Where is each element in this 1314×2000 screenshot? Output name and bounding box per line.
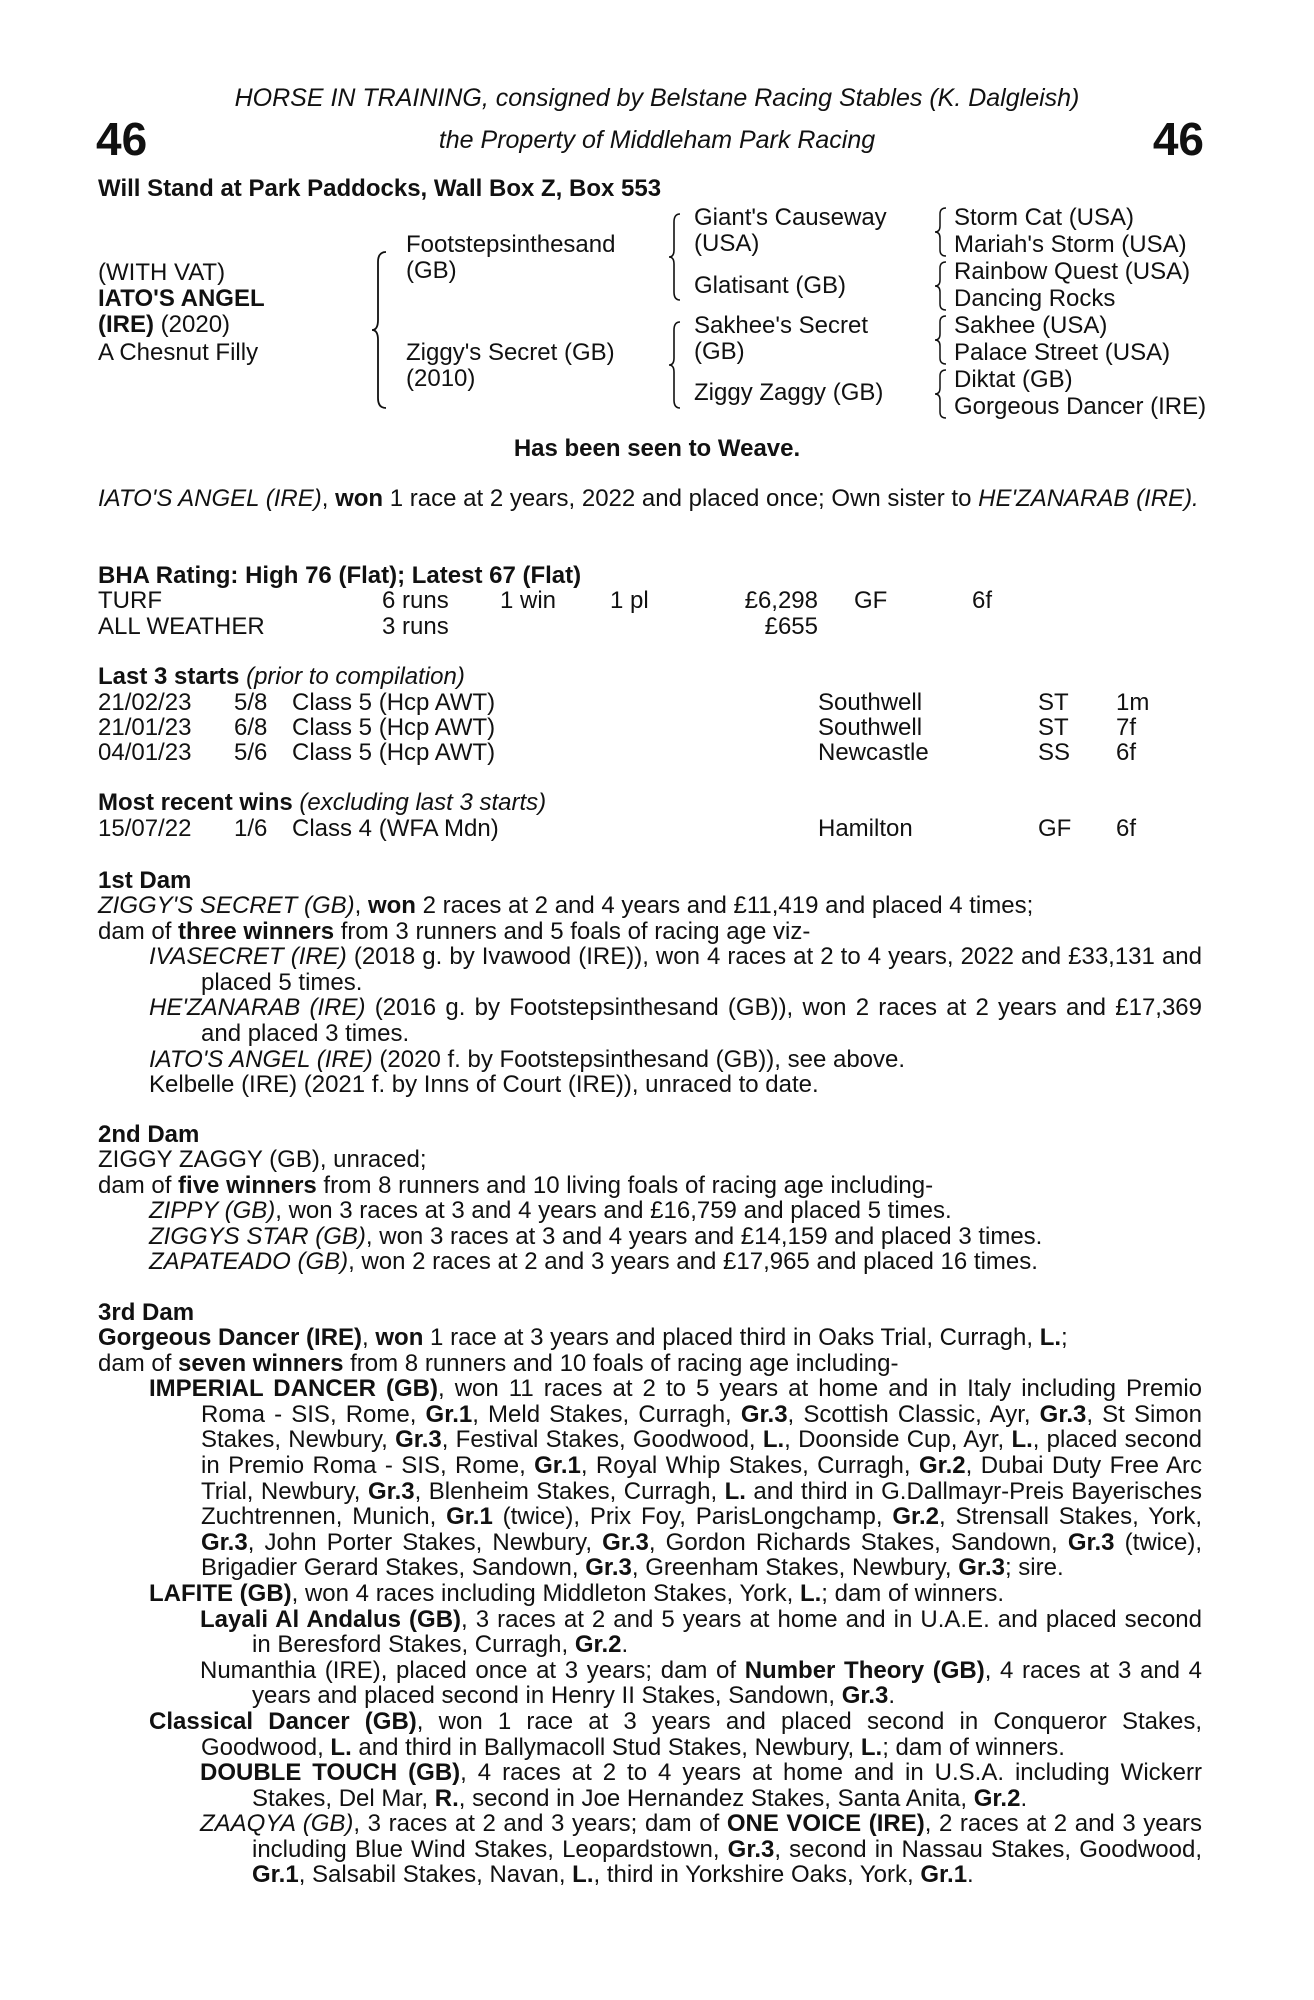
text-segment: , second in Joe Hernandez Stakes, Santa Anita,: [458, 1784, 974, 1812]
text-segment: Gr.2: [892, 1503, 940, 1531]
text-segment: Gr.3: [395, 1426, 442, 1454]
lot-number-right: 46: [1152, 113, 1204, 165]
pedigree-brace-g3-2: [934, 260, 948, 312]
text-segment: L.: [762, 1426, 785, 1454]
text-segment: , Scottish Classic, Ayr,: [787, 1400, 1040, 1428]
last-start-row-1: 21/02/23 5/8 Class 5 (Hcp AWT) Southwell ST 1m: [98, 689, 1150, 716]
text-segment: ; sire.: [1004, 1554, 1064, 1582]
text-segment: , won 1 race at 3 years and placed second in Conqueror Stakes, Goodwood,: [201, 1707, 1202, 1761]
text-segment: , 2 races at 2 and 3 years including Blue Wind Stakes, Leopardstown,: [252, 1810, 1202, 1863]
zaaqya-entry: [98, 1811, 1202, 1888]
pedigree-brace-sire: [668, 212, 684, 302]
text-segment: , Royal Whip Stakes, Curragh,: [580, 1451, 919, 1479]
text-segment: , 4 races at 3 and 4 years and placed second in Henry II Stakes, Sandown,: [252, 1656, 1203, 1710]
text-segment: L.: [799, 1579, 822, 1607]
g3-ancestor-2: Mariah's Storm (USA): [954, 231, 1187, 258]
text-segment: Gr.3: [201, 1528, 248, 1556]
g3-ancestor-4: Dancing Rocks: [954, 285, 1116, 312]
lot-number-left: 46: [96, 113, 148, 165]
text-segment: .: [967, 1861, 974, 1889]
classical-dancer-entry: [98, 1709, 1202, 1760]
text-segment: Gr.3: [841, 1682, 889, 1710]
second-dam-body: ZIGGY ZAGGY (GB), unraced; dam of five winners from 8 runners and 10 living foals of racing age including- ZIPPY (GB), won 3 races at 3 and 4 years and £16,759 and placed 5 times. ZIGGYS STAR (GB), won 3 races at 3 and 4 years and £14,159 and placed 3 times. ZAPATEADO (GB), won 2 races at 2 and 3 years and £17,965 and placed 16 times.: [98, 1146, 1043, 1276]
pedigree-brace-dam: [668, 320, 684, 410]
text-segment: , third in Yorkshire Oaks, York,: [593, 1861, 921, 1889]
pedigree-brace-g3-3: [934, 314, 948, 366]
last-start-row-3: 04/01/23 5/6 Class 5 (Hcp AWT) Newcastle SS 6f: [98, 739, 1137, 766]
text-segment: and third in Ballymacoll Stud Stakes, Newbury,: [351, 1733, 861, 1761]
recent-win-row-1: 15/07/22 1/6 Class 4 (WFA Mdn) Hamilton GF 6f: [98, 815, 1137, 842]
rating-row-turf: TURF 6 runs 1 win 1 pl £6,298 GF 6f: [98, 587, 993, 614]
text-segment: ZAAQYA (GB): [200, 1810, 354, 1838]
text-segment: .: [1020, 1784, 1028, 1812]
imperial-dancer-entry: [98, 1376, 1202, 1581]
text-segment: , Festival Stakes, Goodwood,: [441, 1426, 763, 1454]
text-segment: DOUBLE TOUCH (GB): [200, 1759, 461, 1787]
text-segment: , Greenham Stakes, Newbury,: [631, 1554, 959, 1582]
text-segment: .: [621, 1631, 629, 1659]
sire-origin: (GB): [406, 257, 457, 284]
bha-rating-title: BHA Rating: High 76 (Flat); Latest 67 (Flat): [98, 562, 582, 589]
text-segment: Layali Al Andalus (GB): [200, 1605, 462, 1633]
dam-year: (2010): [406, 365, 476, 392]
consignor-line: HORSE IN TRAINING, consigned by Belstane Racing Stables (K. Dalgleish): [234, 84, 1080, 112]
vet-note: Has been seen to Weave.: [513, 435, 801, 462]
text-segment: ; dam of winners.: [882, 1733, 1065, 1761]
text-segment: L.: [860, 1733, 883, 1761]
horse-summary: IATO'S ANGEL (IRE), won 1 race at 2 years, 2022 and placed once; Own sister to HE'ZANARAB (IRE).: [98, 485, 1199, 512]
text-segment: L.: [724, 1477, 746, 1505]
text-segment: Gr.3: [1039, 1400, 1087, 1428]
g3-ancestor-8: Gorgeous Dancer (IRE): [954, 393, 1207, 420]
dam-sire-origin: (GB): [694, 338, 745, 365]
text-segment: (twice), Prix Foy, ParisLongchamp,: [492, 1503, 893, 1531]
pedigree-brace-g3-4: [934, 368, 948, 420]
horse-description: A Chesnut Filly: [98, 339, 259, 366]
text-segment: Gr.2: [973, 1784, 1021, 1812]
horse-origin-year: (IRE) (2020): [98, 311, 231, 338]
text-segment: Number Theory (GB): [744, 1656, 985, 1684]
third-dam-body: Gorgeous Dancer (IRE), won 1 race at 3 years and placed third in Oaks Trial, Curragh, L.; dam of seven winners from 8 runners and 10 foals of racing age including- IMPERIAL DANCER (GB), won 11 races at 2 to 5 years at home and in Italy including Premio Roma - SIS, Rome, Gr.1, Meld Stakes, Curragh, Gr.3, Scottish Classic, Ayr, Gr.3, St Simon Stakes, Newbury, Gr.3, Festival Stakes, Goodwood, L., Doonside Cup, Ayr, L., placed second in Premio Roma - SIS, Rome, Gr.1, Royal Whip Stakes, Curragh, Gr.2, Dubai Duty Free Arc Trial, Newbury, Gr.3, Blenheim Stakes, Curragh, L. and third in G.Dallmayr-Preis Bayerisches Zuchtrennen, Munich, Gr.1 (twice), Prix Foy, ParisLongchamp, Gr.2, Strensall Stakes, York, Gr.3, John Porter Stakes, Newbury, Gr.3, Gordon Richards Stakes, Sandown, Gr.3 (twice), Brigadier Gerard Stakes, Sandown, Gr.3, Greenham Stakes, Newbury, Gr.3; sire. LAFITE (GB), won 4 races including Middleton Stakes, York, L.; dam of winners. Layali Al Andalus (GB), 3 races at 2 and 5 years at home and in U.A.E. and placed second in Beresford Stakes, Curragh, Gr.2. Numanthia (IRE), placed once at 3 years; dam of Number Theory (GB), 4 races at 3 and 4 years and placed second in Henry II Stakes, Sandown, Gr.3. Classical Dancer (GB), won 1 race at 3 years and placed second in Conqueror Stakes, Goodwood, L. and third in Ballymacoll Stud Stakes, Newbury, L.; dam of winners. DOUBLE TOUCH (GB), 4 races at 2 to 4 years at home and in U.S.A. including Wickerr Stakes, Del Mar, R., second in Joe Hernandez Stakes, Santa Anita, Gr.2. ZAAQYA (GB), 3 races at 2 and 3 years; dam of ONE VOICE (IRE), 2 races at 2 and 3 years including Blue Wind Stakes, Leopardstown, Gr.3, second in Nassau Stakes, Goodwood, Gr.1, Salsabil Stakes, Navan, L., third in Yorkshire Oaks, York, Gr.1.: [98, 1324, 1203, 1889]
text-segment: Numanthia (IRE), placed once at 3 years; dam of: [200, 1656, 745, 1684]
rating-row-all-weather: ALL WEATHER 3 runs £655: [98, 613, 818, 640]
dam-name: Ziggy's Secret (GB): [406, 339, 615, 366]
text-segment: Gr.1: [446, 1503, 493, 1531]
text-segment: , Meld Stakes, Curragh,: [472, 1400, 741, 1428]
text-segment: , 3 races at 2 and 5 years at home and in U.A.E. and placed second in Beresford Stakes, Curragh,: [252, 1605, 1202, 1659]
text-segment: , Salsabil Stakes, Navan,: [298, 1861, 573, 1889]
g3-ancestor-7: Diktat (GB): [954, 366, 1073, 393]
sire-name: Footstepsinthesand: [406, 231, 616, 258]
text-segment: Gr.3: [958, 1554, 1005, 1582]
last-start-row-2: 21/01/23 6/8 Class 5 (Hcp AWT) Southwell ST 7f: [98, 714, 1137, 741]
text-segment: .: [888, 1682, 896, 1710]
text-segment: ONE VOICE (IRE): [726, 1810, 925, 1838]
text-segment: , Gordon Richards Stakes, Sandown,: [648, 1528, 1068, 1556]
text-segment: , placed second in Premio Roma - SIS, Rome,: [201, 1426, 1202, 1479]
text-segment: , 3 races at 2 and 3 years; dam of: [353, 1810, 727, 1838]
pedigree-brace-g3-1: [934, 206, 948, 258]
text-segment: Gr.3: [585, 1554, 632, 1582]
text-segment: R.: [434, 1784, 459, 1812]
text-segment: Gr.3: [602, 1528, 649, 1556]
third-dam-title: 3rd Dam: [98, 1299, 195, 1326]
text-segment: (twice), Brigadier Gerard Stakes, Sandown,: [201, 1528, 1203, 1582]
pedigree-brace-main: [370, 250, 390, 410]
text-segment: , Doonside Cup, Ayr,: [784, 1426, 1012, 1454]
horse-name: IATO'S ANGEL: [98, 285, 265, 312]
text-segment: L.: [330, 1733, 352, 1761]
text-segment: Gr.3: [1067, 1528, 1115, 1556]
text-segment: , Blenheim Stakes, Curragh,: [414, 1477, 725, 1505]
text-segment: Classical Dancer (GB): [149, 1707, 417, 1735]
text-segment: , Dubai Duty Free Arc Trial, Newbury,: [201, 1451, 1202, 1505]
text-segment: Gr.1: [534, 1451, 581, 1479]
lafite-entry: [98, 1581, 1202, 1607]
stand-location: Will Stand at Park Paddocks, Wall Box Z, Box 553: [98, 175, 662, 202]
text-segment: , St Simon Stakes, Newbury,: [201, 1400, 1202, 1454]
double-touch-entry: [98, 1760, 1202, 1811]
recent-wins-title: Most recent wins (excluding last 3 starts): [98, 789, 547, 816]
sire-sire-origin: (USA): [694, 230, 760, 257]
text-segment: , won 11 races at 2 to 5 years at home and in Italy including Premio Roma - SIS, Rome,: [201, 1375, 1202, 1428]
text-segment: Gr.1: [252, 1861, 299, 1889]
sire-dam-name: Glatisant (GB): [694, 272, 847, 299]
text-segment: LAFITE (GB): [149, 1579, 292, 1607]
text-segment: and third in G.Dallmayr-Preis Bayerisches Zuchtrennen, Munich,: [201, 1477, 1202, 1531]
text-segment: Gr.3: [740, 1400, 788, 1428]
dam-dam-name: Ziggy Zaggy (GB): [694, 379, 884, 406]
last-3-starts-title: Last 3 starts (prior to compilation): [98, 663, 465, 690]
property-line: the Property of Middleham Park Racing: [438, 126, 876, 154]
text-segment: ; dam of winners.: [821, 1579, 1005, 1607]
vat-note: (WITH VAT): [98, 259, 226, 286]
text-segment: , 4 races at 2 to 4 years at home and in U.S.A. including Wickerr Stakes, Del Mar,: [252, 1759, 1202, 1812]
layali-entry: [98, 1607, 1202, 1658]
text-segment: , won 4 races including Middleton Stakes, York,: [291, 1579, 800, 1607]
text-segment: Gr.3: [367, 1477, 415, 1505]
text-segment: Gr.2: [574, 1631, 622, 1659]
text-segment: L.: [572, 1861, 594, 1889]
text-segment: Gr.3: [727, 1835, 775, 1863]
text-segment: , Strensall Stakes, York,: [939, 1503, 1202, 1531]
g3-ancestor-1: Storm Cat (USA): [954, 204, 1135, 231]
g3-ancestor-5: Sakhee (USA): [954, 312, 1108, 339]
numanthia-entry: [98, 1658, 1202, 1709]
dam-sire-name: Sakhee's Secret: [694, 312, 869, 339]
sire-sire-name: Giant's Causeway: [694, 204, 887, 231]
text-segment: IMPERIAL DANCER (GB): [149, 1375, 438, 1403]
first-dam-title: 1st Dam: [98, 867, 192, 894]
text-segment: , second in Nassau Stakes, Goodwood,: [774, 1835, 1202, 1863]
g3-ancestor-3: Rainbow Quest (USA): [954, 258, 1191, 285]
text-segment: , John Porter Stakes, Newbury,: [247, 1528, 603, 1556]
g3-ancestor-6: Palace Street (USA): [954, 339, 1171, 366]
text-segment: Gr.2: [918, 1451, 966, 1479]
first-dam-body: ZIGGY'S SECRET (GB), won 2 races at 2 and 4 years and £11,419 and placed 4 times; dam of three winners from 3 runners and 5 foals of racing age viz- IVASECRET (IRE) (2018 g. by Ivawood (IRE)), won 4 races at 2 to 4 years, 2022 and £33,131 and placed 5 times. HE'ZANARAB (IRE) (2016 g. by Footstepsinthesand (GB)), won 2 races at 2 years and £17,369 and placed 3 times. IATO'S ANGEL (IRE) (2020 f. by Footstepsinthesand (GB)), see above. Kelbelle (IRE) (2021 f. by Inns of Court (IRE)), unraced to date.: [98, 892, 1203, 1099]
text-segment: Gr.1: [425, 1400, 473, 1428]
second-dam-title: 2nd Dam: [98, 1121, 200, 1148]
text-segment: Gr.1: [920, 1861, 968, 1889]
text-segment: L.: [1011, 1426, 1033, 1454]
